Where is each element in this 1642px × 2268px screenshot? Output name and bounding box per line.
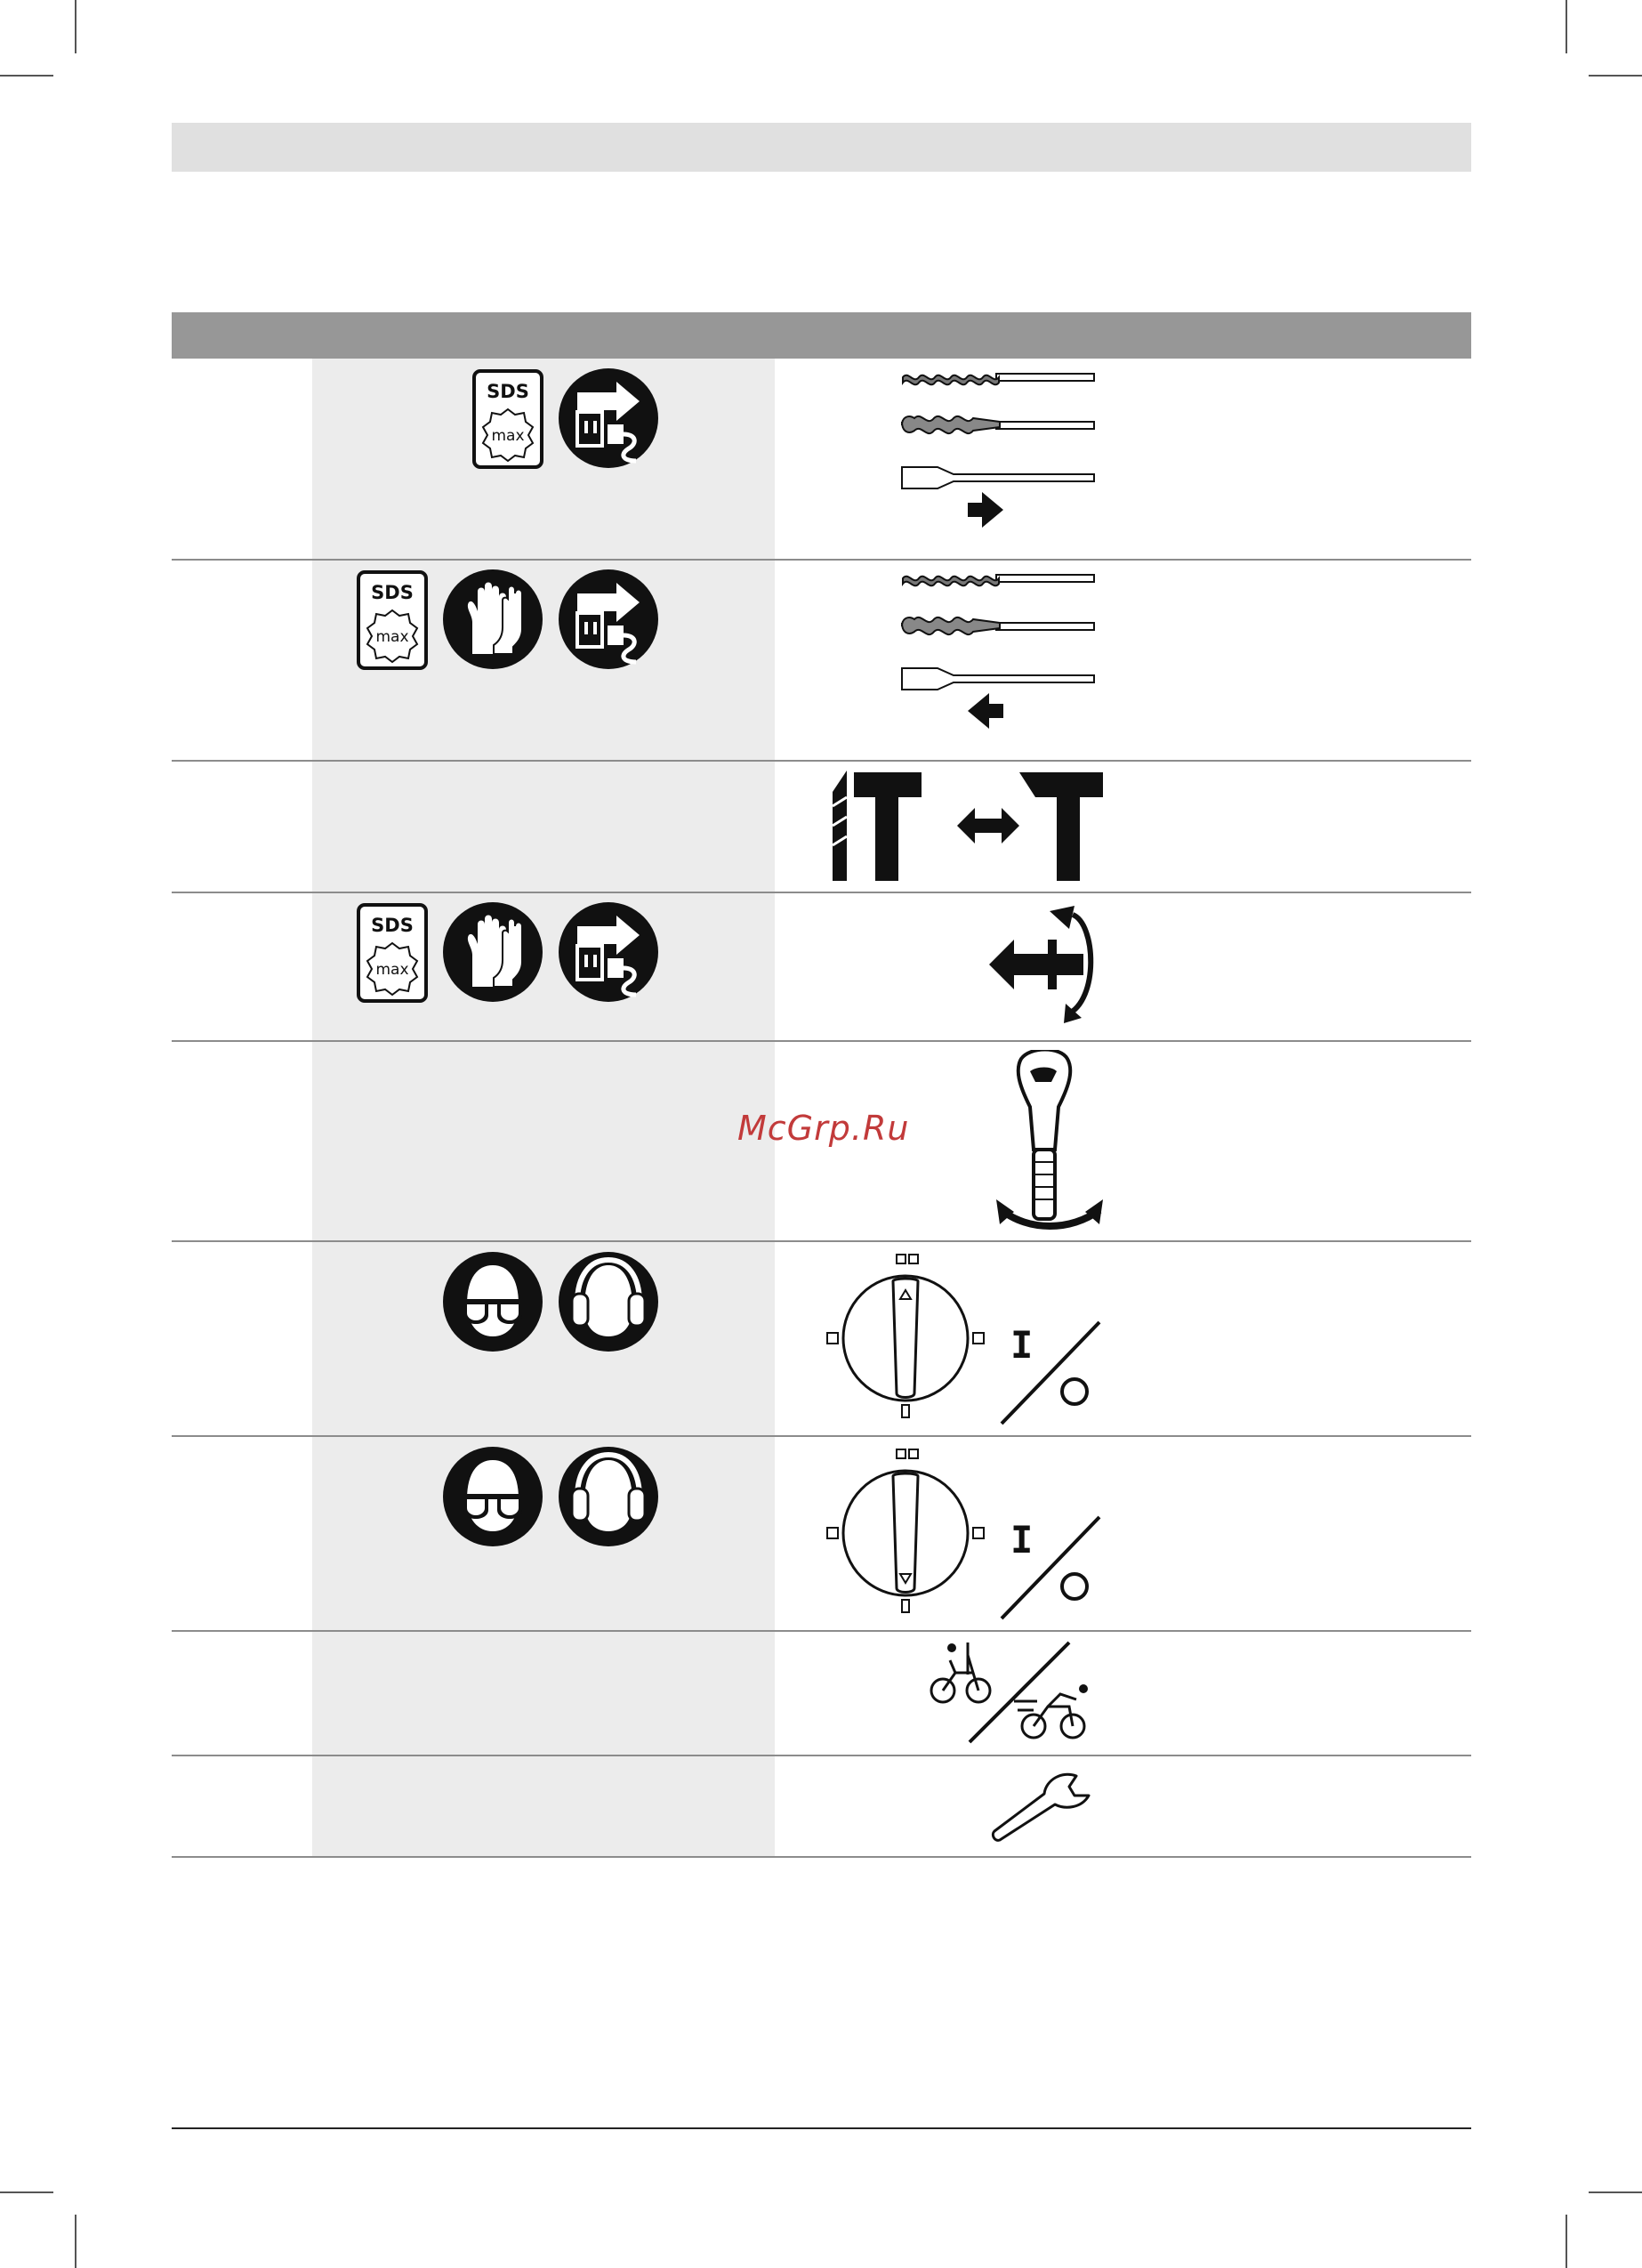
table-row <box>172 1632 1471 1756</box>
wear-eye-protection-icon <box>442 1446 543 1547</box>
mode-selector-dial-icon <box>822 1249 1107 1427</box>
crop-mark <box>75 0 76 53</box>
svg-text:SDS: SDS <box>371 915 414 936</box>
wear-ear-protection-icon <box>558 1251 659 1352</box>
page-header-bar <box>172 123 1471 172</box>
crop-mark <box>75 2215 76 2268</box>
svg-text:I: I <box>1010 1323 1034 1367</box>
crop-mark <box>1589 75 1642 77</box>
svg-text:SDS: SDS <box>487 381 529 402</box>
sds-max-icon <box>356 902 429 1004</box>
svg-text:I: I <box>1010 1518 1034 1562</box>
table-row <box>172 359 1471 561</box>
wrench-icon <box>987 1764 1103 1845</box>
chisel-rotate-icon <box>987 904 1105 1025</box>
footer-rule <box>172 2127 1471 2129</box>
crop-mark <box>1589 2191 1642 2193</box>
crop-mark <box>1566 2215 1567 2268</box>
unplug-power-icon <box>558 367 659 469</box>
drill-chisel-mode-icon <box>831 771 1103 881</box>
wear-gloves-icon <box>442 569 543 670</box>
table-row <box>172 1756 1471 1858</box>
table-header <box>172 312 1471 359</box>
table-row <box>172 762 1471 893</box>
svg-text:max: max <box>375 961 409 979</box>
unplug-power-icon <box>558 901 659 1003</box>
svg-text:max: max <box>375 628 409 646</box>
wear-gloves-icon <box>442 901 543 1003</box>
watermark: McGrp.Ru <box>737 1109 910 1148</box>
mode-selector-dial-icon <box>822 1444 1107 1622</box>
auxiliary-handle-icon <box>994 1050 1105 1233</box>
drill-bits-icon <box>898 365 1103 552</box>
wear-eye-protection-icon <box>442 1251 543 1352</box>
drill-bits-icon <box>898 566 1103 753</box>
sds-max-icon <box>356 569 429 671</box>
crop-mark <box>0 2191 53 2193</box>
svg-text:SDS: SDS <box>371 582 414 603</box>
unplug-power-icon <box>558 569 659 670</box>
crop-mark <box>1566 0 1567 53</box>
speed-setting-icon <box>929 1639 1103 1744</box>
svg-text:max: max <box>491 427 525 445</box>
wear-ear-protection-icon <box>558 1446 659 1547</box>
sds-max-icon <box>471 368 544 470</box>
crop-mark <box>0 75 53 77</box>
